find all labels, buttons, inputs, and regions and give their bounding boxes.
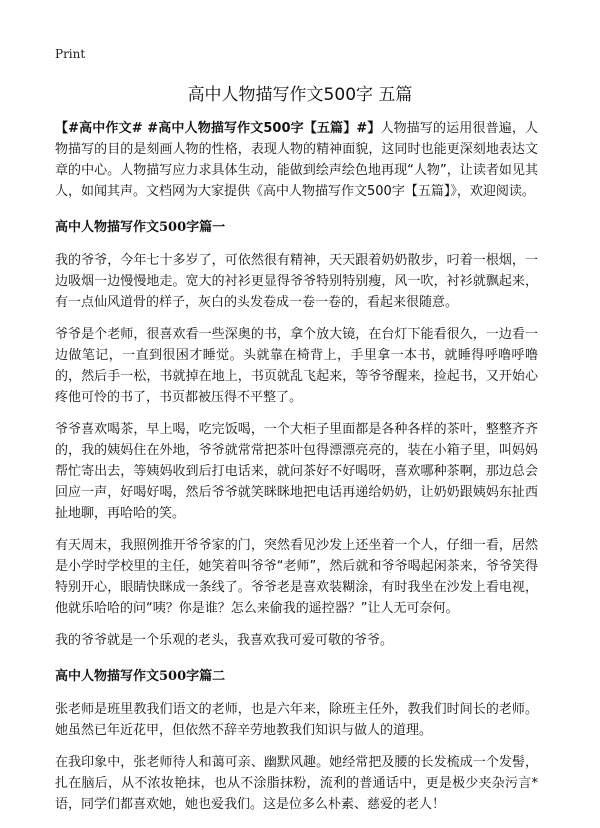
- intro-text: 人物描写的运用很普遍，人物描写的目的是刻画人物的性格，表现人物的精神面貌，这同时也能更深刻地表达文章的中心。人物描写应力求具体生动，能做到绘声绘色地再现“人物”，让读者如见其人，如闻其声。文档网为大家提供《高中人物描写作文500字【五篇】》，欢迎阅读。: [55, 121, 538, 199]
- page-title: 高中人物描写作文500字 五篇: [187, 85, 413, 105]
- paragraph: 张老师是班里教我们语文的老师，也是六年来，除班主任外，教我们时间长的老师。她虽然已年近花甲，但依然不辞辛劳地教我们知识与做人的道理。: [55, 702, 538, 738]
- paragraph: 爷爷喜欢喝茶，早上喝，吃完饭喝，一个大柜子里面都是各种各样的茶叶，整整齐齐的，我的姨妈住在外地，爷爷就常常把茶叶包得漂漂亮亮的，装在小箱子里，叫妈妈帮忙寄出去，等姨妈收到后打电话来，就问茶好不好喝呀，喜欢哪种茶啊，那边总会回应一声，好喝好喝，然后爷爷就笑眯眯地把电话再递给奶奶，让奶奶跟姨妈东扯西扯地聊，再哈哈的笑。: [55, 422, 538, 521]
- paragraph: 在我印象中，张老师待人和蔼可亲、幽默风趣。她经常把及腰的长发梳成一个发髻，扎在脑后，从不浓妆艳抹，也从不涂脂抹粉，流利的普通话中，更是极少夹杂污言*语，同学们都喜欢她，她也爱我们。这是位多么朴素、慈爱的老人！: [55, 755, 538, 812]
- paragraph: 爷爷是个老师，很喜欢看一些深奥的书，拿个放大镜，在台灯下能看很久，一边看一边做笔记，一直到很困才睡觉。头就靠在椅背上，手里拿一本书，就睡得呼噜呼噜的，然后手一松，书就掉在地上，书页就乱飞起来，等爷爷醒来，捡起书，又开始心疼他可怜的书了，书页都被压得不平整了。: [55, 327, 538, 405]
- intro-tags: 【#高中作文# #高中人物描写作文500字【五篇】#】: [55, 121, 381, 136]
- paragraph: 我的爷爷就是一个乐观的老头，我喜欢我可爱可敬的爷爷。: [55, 633, 394, 648]
- paragraph: 有天周末，我照例推开爷爷家的门，突然看见沙发上还坐着一个人，仔细一看，居然是小学时学校里的主任，她笑着叫爷爷“老师”，然后就和爷爷喝起闲茶来，爷爷笑得特别开心，眼睛快眯成一条线了。爷爷老是喜欢装糊涂，有时我坐在沙发上看电视，他就乐哈哈的问“咦？你是谁？怎么来偷我的遥控器？”让人无可奈何。: [55, 538, 538, 616]
- paragraph: 我的爷爷，今年七十多岁了，可依然很有精神，天天跟着奶奶散步，叼着一根烟，一边吸烟一边慢慢地走。宽大的衬衫更显得爷爷特别特别瘦，风一吹，衬衫就飘起来，有一点仙风道骨的样子，灰白的头发卷成一卷一卷的，看起来很随意。: [55, 253, 538, 310]
- intro-paragraph: [55, 118, 538, 202]
- section-heading-1: 高中人物描写作文500字篇一: [55, 220, 226, 235]
- document-body: [55, 118, 538, 826]
- print-label: Print: [55, 47, 86, 61]
- section-heading-2: 高中人物描写作文500字篇二: [55, 669, 226, 684]
